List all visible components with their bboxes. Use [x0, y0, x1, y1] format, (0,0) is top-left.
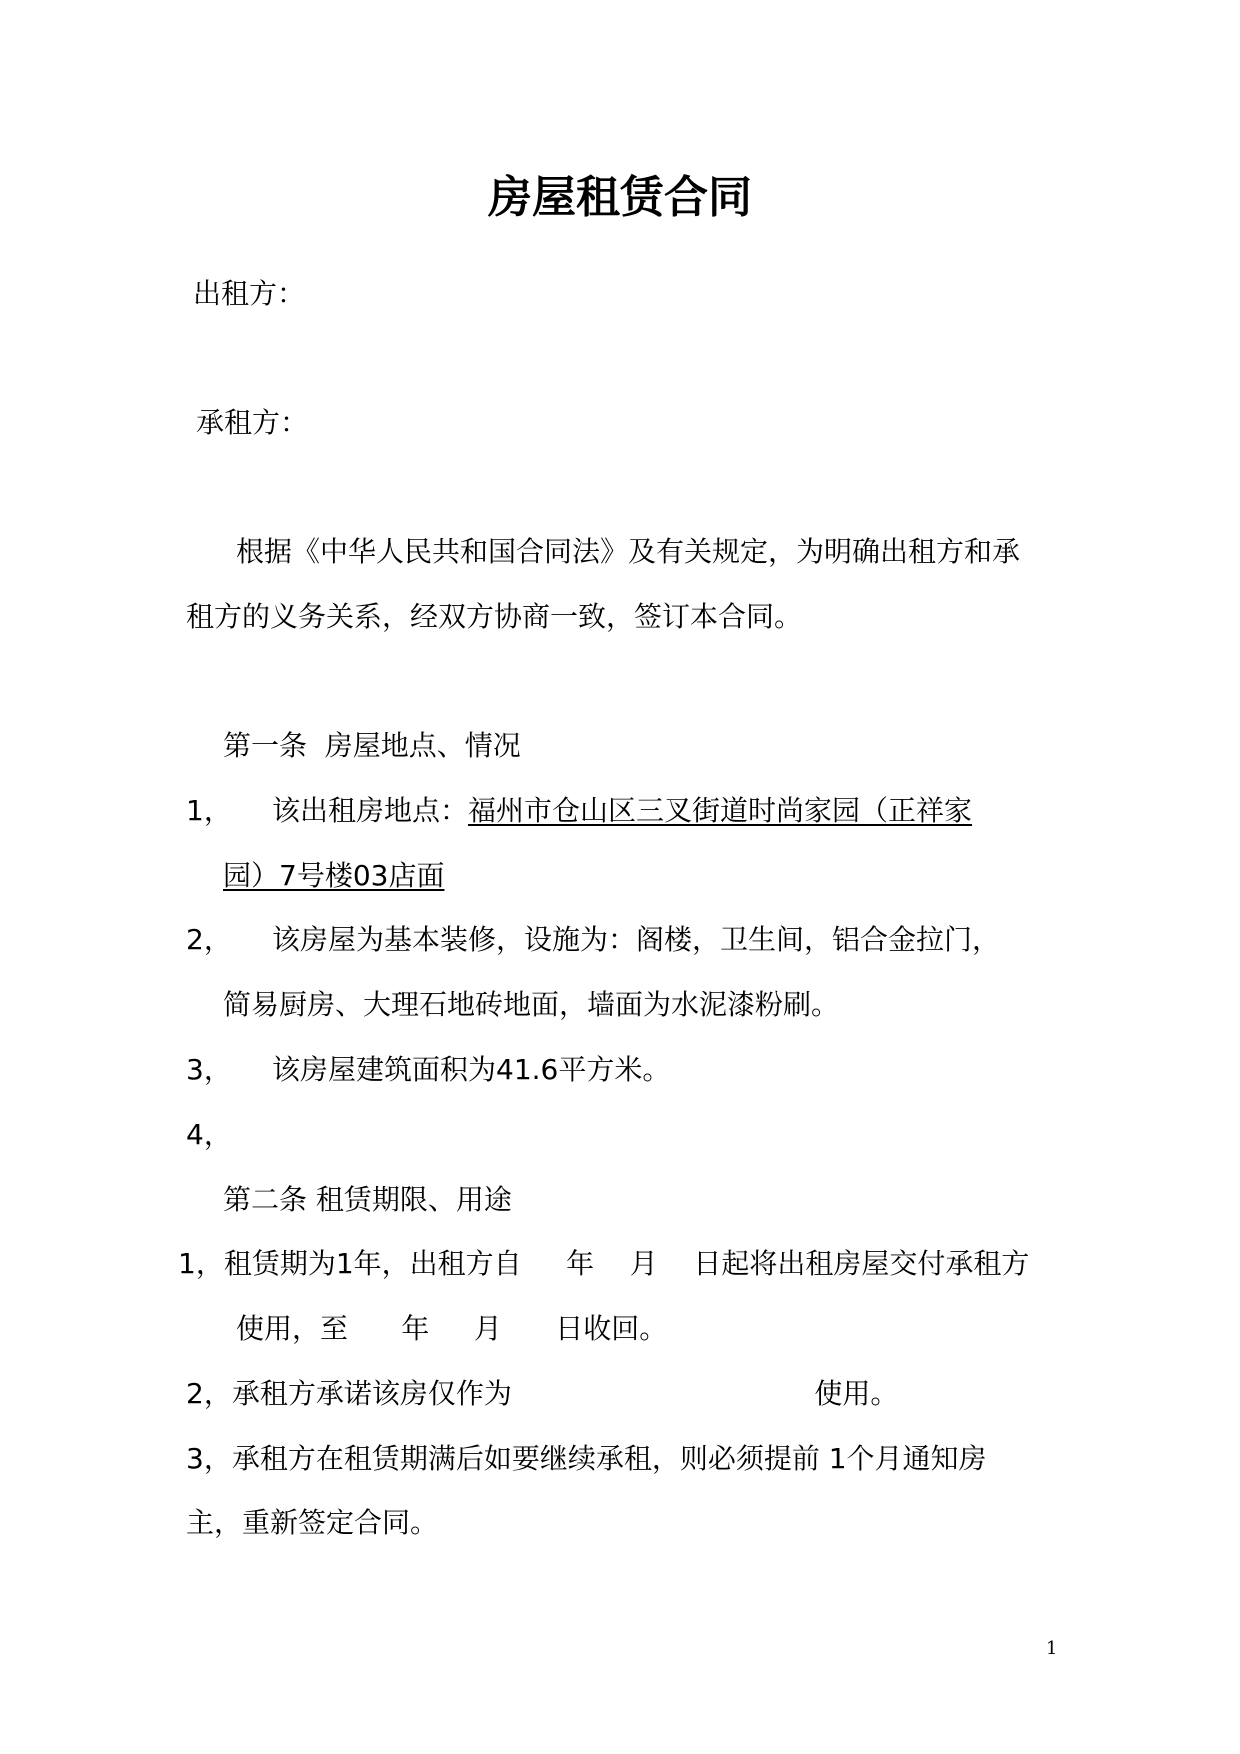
article-1-item-2-number: 2，	[186, 923, 232, 956]
preamble-line-2: 租方的义务关系，经双方协商一致，签订本合同。	[186, 600, 803, 633]
article-2-item-3-line-2: 主，重新签定合同。	[186, 1506, 439, 1539]
article-2-item-3-line-1: 3，承租方在租赁期满后如要继续承租，则必须提前 1个月通知房	[186, 1442, 987, 1475]
article-1-item-2-line-1: 该房屋为基本装修，设施为：阁楼，卫生间，铝合金拉门，	[272, 923, 1001, 956]
rental-address-line-1: 福州市仓山区三叉街道时尚家园（正祥家	[468, 794, 973, 827]
article-1-item-1-label: 该出租房地点：福州市仓山区三叉街道时尚家园（正祥家	[272, 794, 973, 827]
page-number: 1	[1046, 1638, 1058, 1659]
article-1-item-3-text: 该房屋建筑面积为41.6平方米。	[272, 1053, 671, 1086]
article-1-item-1-number: 1，	[186, 794, 232, 827]
lessor-label: 出租方：	[193, 277, 306, 310]
lessee-label: 承租方：	[196, 406, 309, 439]
article-1-item-4-number: 4，	[186, 1118, 232, 1151]
preamble-line-1: 根据《中华人民共和国合同法》及有关规定，为明确出租方和承	[236, 535, 1021, 568]
article-1-item-2-line-2: 简易厨房、大理石地砖地面，墙面为水泥漆粉刷。	[223, 988, 840, 1021]
article-2-item-2-text: 2，承租方承诺该房仅作为 使用。	[186, 1377, 899, 1410]
article-2-item-1-line-1: 1，租赁期为1年，出租方自 年 月 日起将出租房屋交付承租方	[178, 1247, 1030, 1280]
rental-address-line-2: 园）7号楼03店面	[223, 859, 445, 892]
article-2-heading: 第二条 租赁期限、用途	[223, 1183, 512, 1216]
document-title: 房屋租赁合同	[488, 172, 752, 223]
article-1-item-3-number: 3，	[186, 1053, 232, 1086]
article-1-heading: 第一条 房屋地点、情况	[223, 729, 521, 762]
article-2-item-1-line-2: 使用，至 年 月 日收回。	[236, 1312, 668, 1345]
